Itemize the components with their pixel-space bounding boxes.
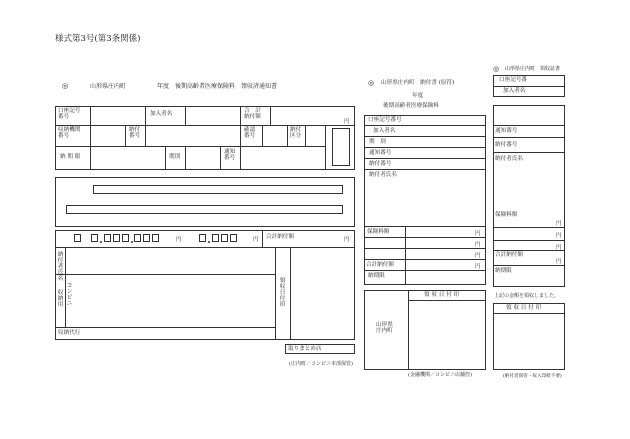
part1-payment-no-label: 納付 番号 (129, 127, 141, 140)
part1-bank-label: 収納機関 番号 (58, 127, 81, 140)
part1-yen-4: 円 (344, 237, 350, 243)
part2-header: 山形県庄内町 納付書 (原符) (381, 80, 455, 86)
part3-yen-3: 円 (556, 245, 562, 251)
part3-subscriber-label: 加入者名 (503, 88, 526, 94)
part3-header: 山形県庄内町 領収証書 (505, 66, 561, 72)
part2-payment-label: 納付番号 (369, 161, 392, 167)
part3-payment-label: 納付番号 (495, 142, 518, 148)
part3-premium-label: 保険料額 (495, 212, 518, 218)
part2-yen-2: 円 (475, 242, 481, 248)
part1-town: 山形県庄内町 (90, 83, 127, 90)
part2-yen-3: 円 (475, 253, 481, 259)
part1-footer: (庄内町／コンビニ本部保管) (289, 361, 353, 367)
part2-yen-4: 円 (475, 264, 481, 270)
part2-premium-label: 保険料額 (367, 229, 390, 235)
part3-stamp-label: 領 収 日 付 印 (506, 305, 542, 311)
part2-stamp-label: 領 収 日 付 印 (424, 292, 460, 298)
part1-payer-label: 納付者 氏名 (57, 252, 64, 283)
part1-account-label: 口座記号 番号 (58, 108, 81, 121)
part2-town-name: 山形県 庄内町 (376, 322, 393, 335)
part3-yen-1: 円 (556, 221, 562, 227)
part2-notice-label: 通知番号 (369, 150, 392, 156)
form-title: 様式第3号(第3条関係) (55, 34, 141, 44)
part1-agent-label: 収納代行 (58, 330, 81, 336)
part1-confirm-label: 確認 番号 (244, 127, 256, 140)
part3-yen-4: 円 (556, 259, 562, 265)
address-line-1 (93, 185, 343, 194)
part2-insurance: 後期高齢者医療保険料 (383, 103, 439, 109)
part1-subscriber-label: 加入者名 (150, 111, 173, 117)
part1-period-label: 期別 (169, 154, 181, 160)
part3-receipt-note: 上記の金額を領収しました。 (494, 293, 560, 299)
part1-receipt-stamp-label: 領収日付印 (279, 278, 286, 309)
part3-footer: (納付者保管・収入印紙不要) (503, 374, 562, 379)
part2-period-label: 期 別 (369, 139, 386, 145)
part1-stamp-box (332, 128, 350, 166)
part2-account-label: 口座記号番号 (368, 117, 402, 123)
part1-amount-total-label: 合計納付額 (266, 234, 294, 240)
part2-total-label: 合計納付額 (366, 262, 394, 268)
part2-subscriber-label: 加入者名 (373, 128, 396, 134)
part3-yen-2: 円 (556, 233, 562, 239)
part2-yen-1: 円 (475, 231, 481, 237)
part2-payer-label: 納付者氏名 (369, 172, 397, 178)
part1-collector-label: 取りまとめ店 (288, 346, 322, 352)
part2-footer: (金融機関／コンビニ店舗控) (408, 372, 472, 378)
part3-seal-icon: ◎ (493, 65, 500, 73)
part1-title: 年度 後期高齢者医療保険料 領収済通知書 (157, 83, 278, 90)
part1-class-label: 納付 区分 (290, 127, 302, 140)
part2-year: 年度 (412, 93, 424, 99)
part1-deadline-label: 納 期 限 (60, 154, 81, 160)
part1-total-label: 合 計 納付額 (244, 108, 261, 121)
part1-receipt-use-label: 収納用 (57, 290, 64, 309)
address-line-2 (66, 205, 343, 214)
part3-deadline-label: 納期限 (495, 268, 512, 274)
part3-payer-label: 納付者氏名 (495, 156, 523, 162)
part1-top-table (55, 106, 355, 170)
part3-notice-label: 通知番号 (495, 128, 518, 134)
part1-yen-3: 円 (253, 237, 259, 243)
part1-yen-1: 円 (344, 119, 350, 125)
seal-icon: ◎ (62, 82, 69, 90)
part1-yen-2: 円 (176, 237, 182, 243)
part1-convenience-label: コンビニ (66, 283, 73, 308)
part1-notice-label: 通知 番号 (224, 149, 236, 162)
part3-account-label: 口座記号番 (499, 77, 527, 83)
part2-deadline-label: 納期限 (368, 273, 385, 279)
part2-seal-icon: ◎ (368, 79, 375, 87)
part3-total-label: 合計納付額 (495, 252, 523, 258)
